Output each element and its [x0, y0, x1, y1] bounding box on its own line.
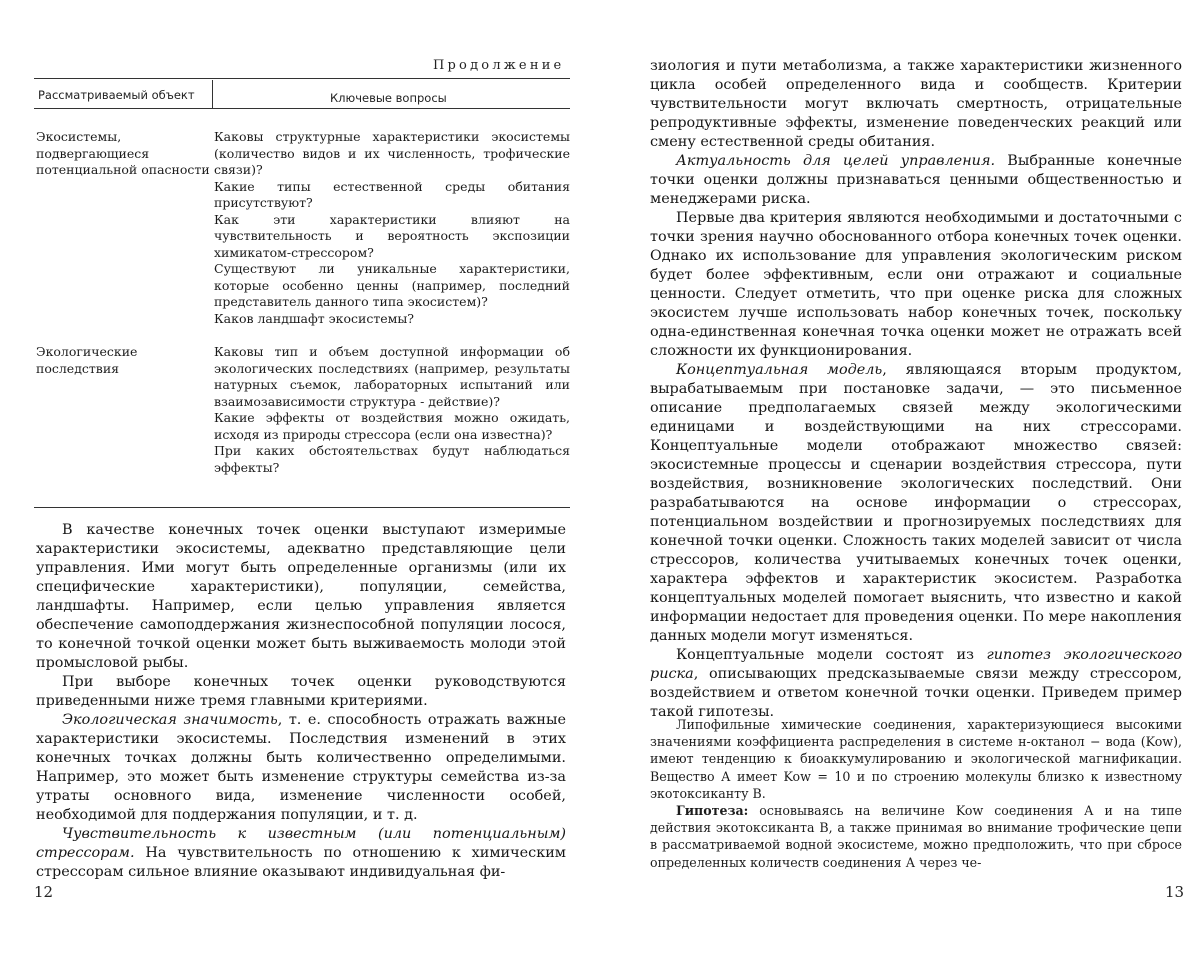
paragraph	[36, 825, 566, 882]
table-header-rule	[34, 108, 570, 109]
question: Какие эффекты от воздействия можно ожидать, исходя из природы стрессора (если она известна)?	[214, 410, 570, 442]
paragraph	[650, 152, 1182, 209]
table-bottom-rule	[34, 507, 570, 508]
term-definition: , являющаяся вторым продуктом, вырабатываемым при постановке задачи, — это письменное описание предполагаемых связей между экологическими единицами и воздействующими на них стрессорами. Концептуальные модели отображают множество связей: экосистемные процессы и сценарии воздействия стрессора, пути воздействия, возникновение экологических последствий. Они разрабатываются на основе информации о стрессорах, потенциальном воздействии и прогнозируемых последствиях для конечной точки оценки. Сложность таких моделей зависит от числа стрессоров, количества учитываемых конечных точек оценки, характера эффектов и характеристик экосистем. Разработка концептуальных моделей помогает выяснить, что известно и какой информации недостает для проведения оценки. По мере накопления данных модели могут изменяться.	[650, 362, 1182, 644]
table-row-object: Экологические последствия	[36, 344, 138, 376]
term-ecological-significance: Экологическая значимость	[62, 712, 278, 728]
right-body-text	[650, 57, 1182, 722]
paragraph: При выборе конечных точек оценки руководствуются приведенными ниже тремя главными критериями.	[36, 674, 566, 709]
continuation-label: Продолжение	[433, 58, 565, 73]
question: Каков ландшафт экосистемы?	[214, 310, 414, 326]
table-header-object: Рассматриваемый объект	[38, 88, 195, 102]
term-conceptual-model: Концептуальная модель	[676, 362, 883, 378]
paragraph	[36, 711, 566, 825]
paragraph	[650, 361, 1182, 646]
question: Как эти характеристики влияют на чувствительность и вероятность экспозиции химикатом-стрессором?	[214, 211, 570, 260]
example-paragraph	[650, 802, 1182, 871]
table-row-questions	[214, 344, 570, 476]
table-row-object: Экосистемы, подвергающиеся потенциальной опасности	[36, 129, 210, 177]
paragraph: зиология и пути метаболизма, а также характеристики жизненного цикла особей определенного вида и сообществ. Критерии чувствительности могут включать смертность, отрицательные репродуктивные эффекты, изменение поведенческих реакций или смену естественной среды обитания.	[650, 58, 1182, 150]
example-block	[650, 716, 1182, 871]
hypothesis-text: основываясь на величине Kow соединения А и на типе действия экотоксиканта В, а также принимая во внимание трофические цепи в рассматриваемой водной экосистеме, можно предположить, что при сбросе определенных количеств соединения А через че-	[650, 803, 1182, 870]
paragraph-start: Концептуальные модели состоят из	[676, 647, 987, 663]
right-page	[600, 0, 1200, 960]
term-definition: , описывающих предсказываемые связи между стрессором, воздействием и ответом конечной точки оценки. Приведем пример такой гипотезы.	[650, 666, 1182, 720]
question: Каковы тип и объем доступной информации об экологических последствиях (например, результаты натурных съемок, лабораторных испытаний или взаимозависимости структура - действие)?	[214, 344, 570, 409]
paragraph: В качестве конечных точек оценки выступают измеримые характеристики экосистемы, адекватно представляющие цели управления. Ими могут быть определенные организмы (или их специфические характеристики), популяции, семейства, ландшафты. Например, если целью управления является обеспечение самоподдержания жизнеспособной популяции лосося, то конечной точкой оценки может быть выживаемость молоди этой промысловой рыбы.	[36, 522, 566, 671]
term-sensitivity: Чувствительность к известным (или потенциальным) стрессорам.	[36, 826, 566, 861]
page-number-left: 12	[34, 883, 54, 901]
page-number-right: 13	[1165, 883, 1185, 901]
left-body-text	[36, 521, 566, 882]
hypothesis-label: Гипотеза:	[676, 803, 749, 819]
table-top-rule	[34, 78, 570, 79]
question: Каковы структурные характеристики экосистемы (количество видов и их численность, трофические связи)?	[214, 129, 570, 177]
term-management-relevance: Актуальность для целей управления.	[676, 153, 996, 169]
example-paragraph: Липофильные химические соединения, характеризующиеся высокими значениями коэффициента распределения в системе н-октанол − вода (Kow), имеют тенденцию к биоаккумулированию и экологической магнификации. Вещество А имеет Kow = 10 и по строению молекулы близко к известному экотоксиканту В.	[650, 717, 1182, 801]
term-definition: , т. е. способность отражать важные характеристики экосистемы. Последствия изменений в этих конечных точках должны быть количественно определимыми. Например, это может быть изменение структуры семейства из-за утраты основного вида, изменение численности особей, необходимой для поддержания популяции, и т. д.	[36, 712, 566, 823]
term-definition: Выбранные конечные точки оценки должны признаваться ценными общественностью и менеджерами риска.	[650, 153, 1182, 207]
term-definition: На чувствительность по отношению к химическим стрессорам сильное влияние оказывают индивидуальная фи-	[36, 845, 566, 880]
table-row-questions	[214, 129, 570, 327]
term-risk-hypotheses: гипотез экологического риска	[650, 647, 1182, 682]
table-header-divider	[212, 80, 213, 108]
paragraph: Первые два критерия являются необходимыми и достаточными с точки зрения научно обоснованного отбора конечных точек оценки. Однако их использование для управления экологическим риском будет более эффективным, если они отражают и социальные ценности. Следует отметить, что при оценке риска для сложных экосистем лучше использовать набор конечных точек, поскольку одна-единственная конечная точка оценки может не отражать всей сложности их функционирования.	[650, 210, 1182, 359]
table-header-questions: Ключевые вопросы	[330, 91, 447, 105]
question: Существуют ли уникальные характеристики, которые особенно ценны (например, последний представитель данного типа экосистем)?	[214, 261, 570, 309]
question: Какие типы естественной среды обитания присутствуют?	[214, 178, 570, 210]
paragraph	[650, 646, 1182, 722]
question: При каких обстоятельствах будут наблюдаться эффекты?	[214, 443, 570, 475]
